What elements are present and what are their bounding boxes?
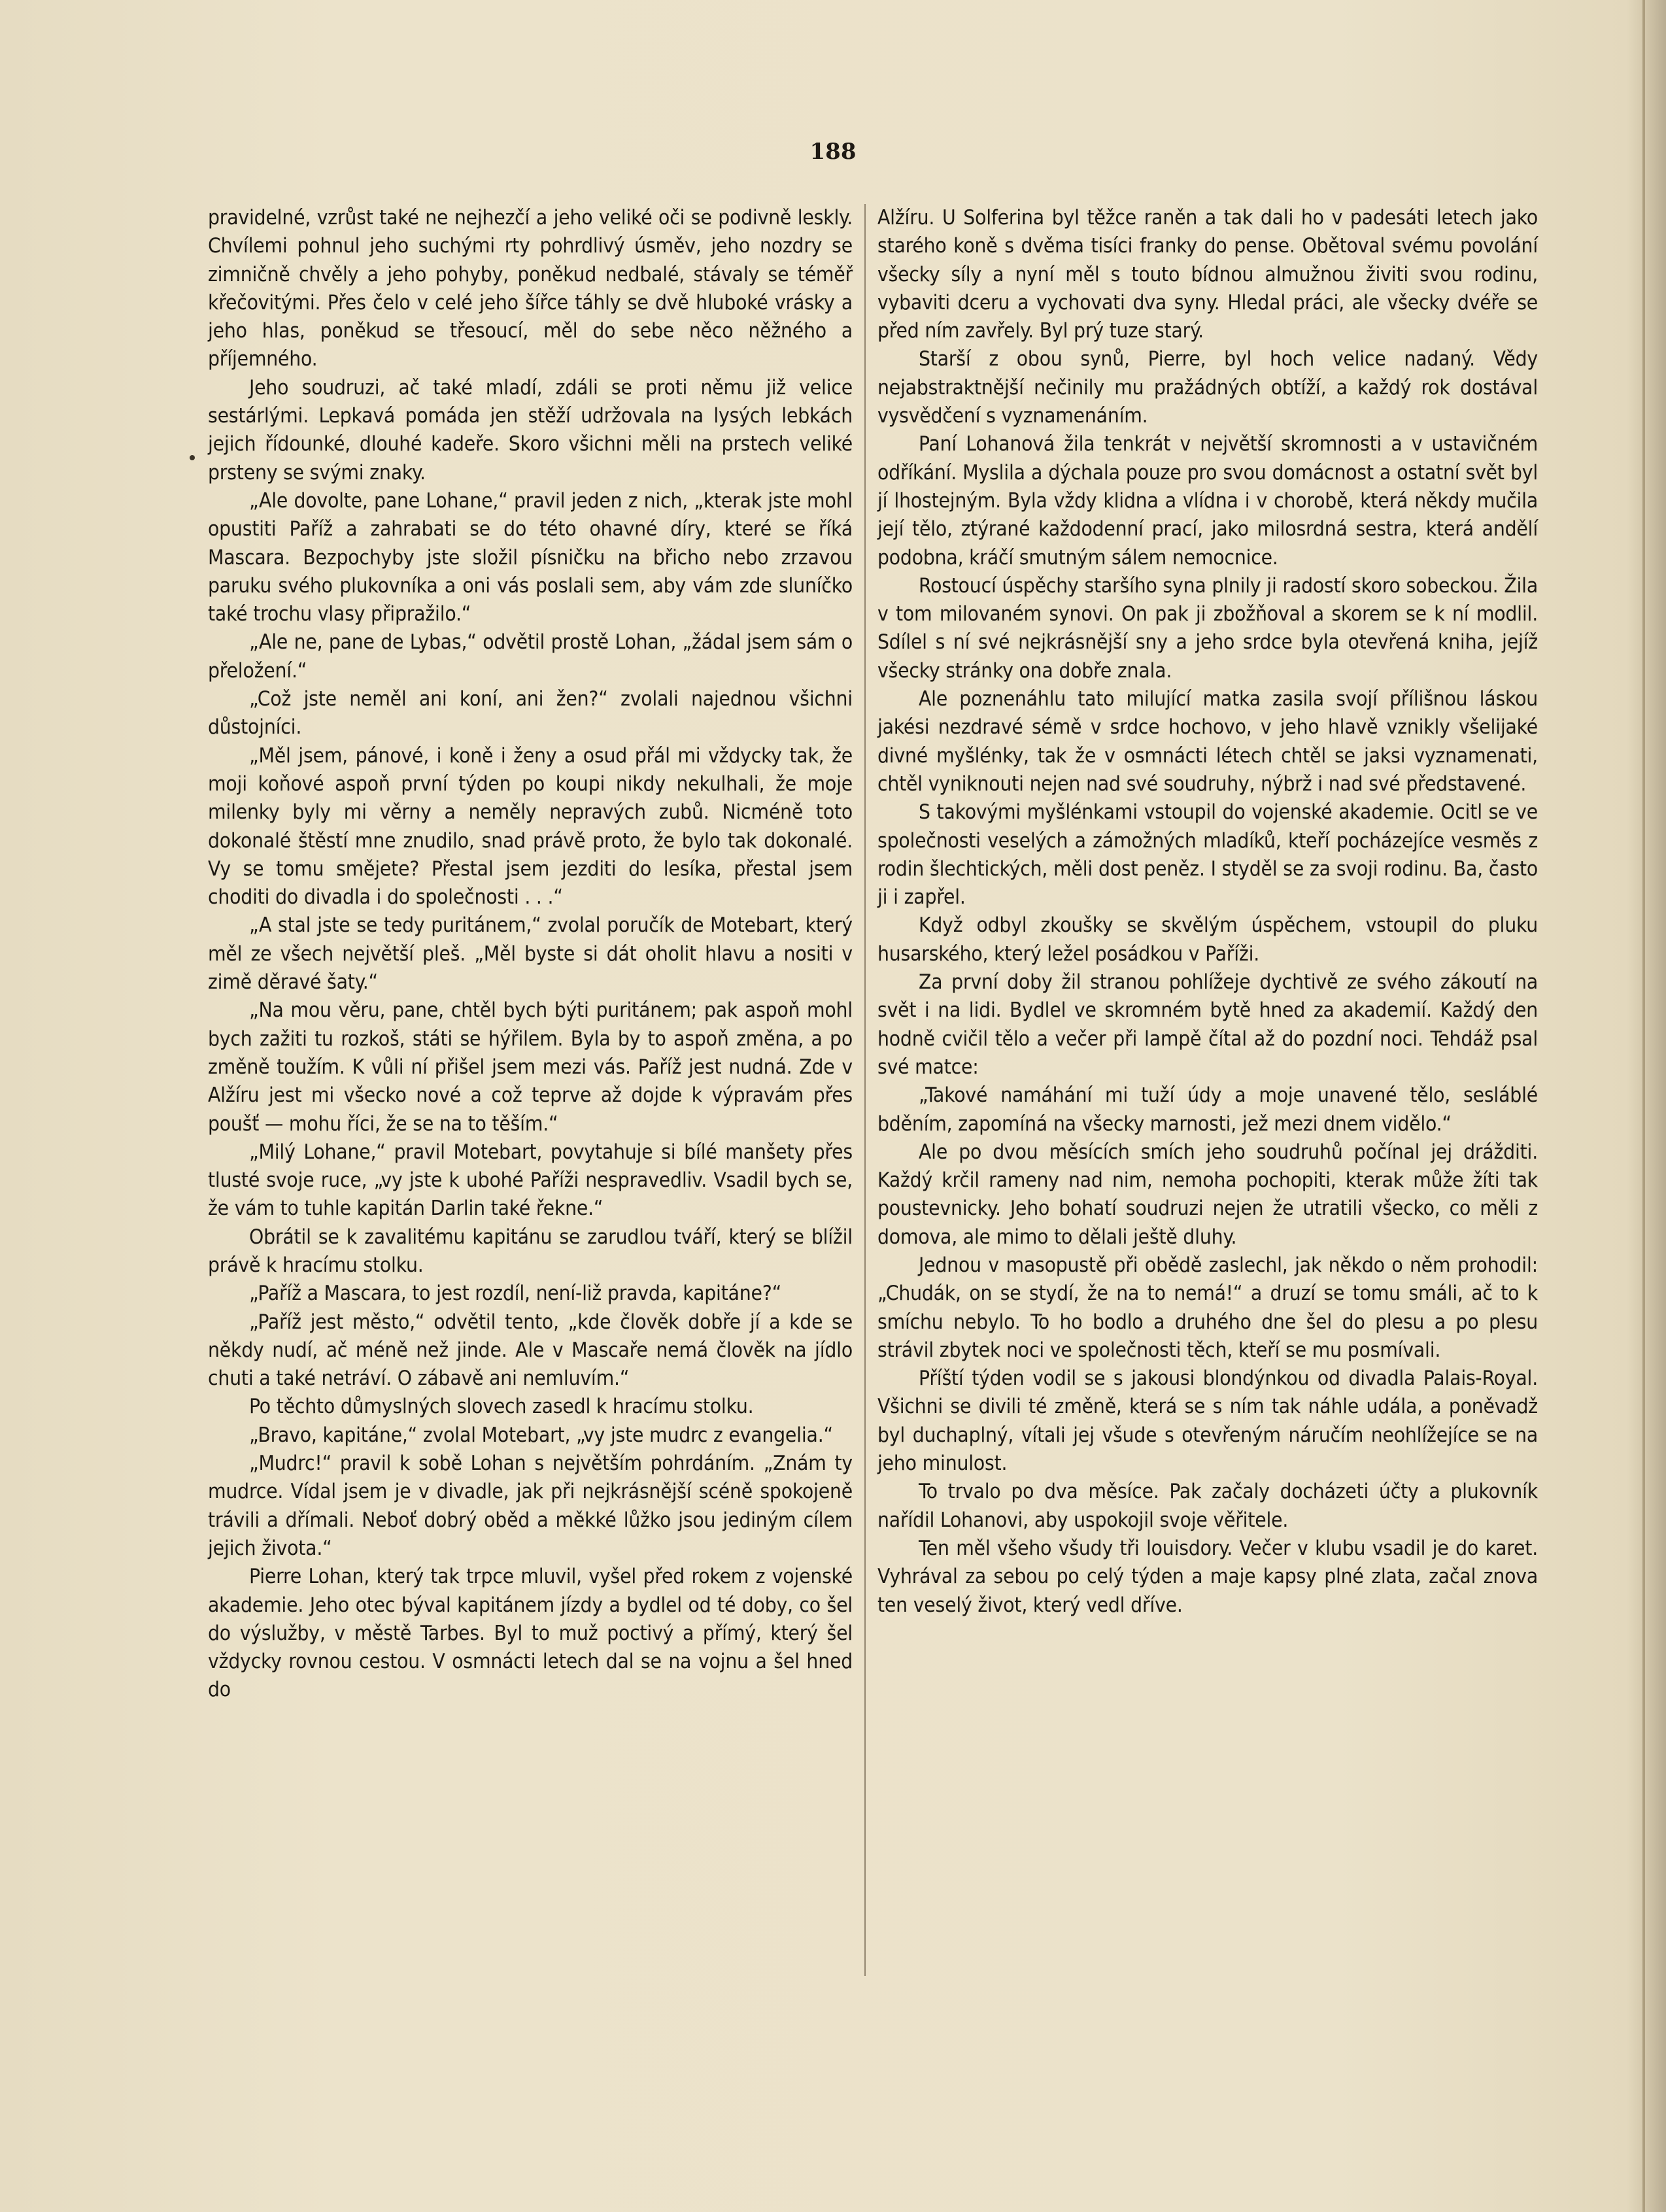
paragraph: „Paříž a Mascara, to jest rozdíl, není-liž pravda, kapitáne?“ [249, 1282, 782, 1306]
paragraph: „Ale ne, pane de Lybas,“ odvětil prostě Lohan, „žádal jsem sám o přeložení.“ [208, 630, 853, 683]
page-edge-line [1642, 0, 1645, 2212]
column-divider [864, 204, 866, 1976]
paragraph: „Mudrc!“ pravil k sobě Lohan s největším pohrdáním. „Znám ty mudrce. Vídal jsem je v divadle, jak při nejkrásnější scéně spokojeně trávili a dřímali. Neboť dobrý oběd a měkké lůžko jsou jediným cílem jejich života.“ [208, 1452, 853, 1560]
paragraph: Za první doby žil stranou pohlížeje dychtivě ze svého zákoutí na svět i na lidi. Bydlel ve skromném bytě hned za akademií. Každý den hodně cvičil tělo a večer při lampě čítal až do pozdní noci. Tehdáž psal své matce: [877, 970, 1538, 1079]
paragraph: Ale po dvou měsících smích jeho soudruhů počínal jej drážditi. Každý krčil rameny nad nim, nemoha pochopiti, kterak může žíti tak poustevnicky. Jeho bohatí soudruzi nejen že utratili všecko, co měli z domova, ale mimo to dělali ještě dluhy. [877, 1140, 1538, 1249]
paragraph: Ten měl všeho všudy tři louisdory. Večer v klubu vsadil je do karet. Vyhrával za sebou po celý týden a maje kapsy plné zlata, začal znova ten veselý život, který vedl dříve. [877, 1536, 1538, 1617]
paragraph: Obrátil se k zavalitému kapitánu se zarudlou tváří, který se blížil právě k hracímu stolku. [208, 1225, 853, 1277]
paragraph: „Paříž jest město,“ odvětil tento, „kde člověk dobře jí a kde se někdy nudí, ač méně než jinde. Ale v Mascaře nemá člověk na jídlo chuti a také netráví. O zábavě ani nemluvím.“ [208, 1310, 853, 1391]
paragraph: To trvalo po dva měsíce. Pak začaly docházeti účty a plukovník nařídil Lohanovi, aby uspokojil svoje věřitele. [877, 1480, 1538, 1532]
paragraph: „Ale dovolte, pane Lohane,“ pravil jeden z nich, „kterak jste mohl opustiti Paříž a zahrabati se do této ohavné díry, které se říká Mascara. Bezpochyby jste složil písničku na břicho nebo zrzavou paruku svého plukovníka a oni vás poslali sem, aby vám zde sluníčko také trochu vlasy připražilo.“ [208, 488, 853, 626]
paragraph: Pierre Lohan, který tak trpce mluvil, vyšel před rokem z vojenské akademie. Jeho otec býval kapitánem jízdy a bydlel od té doby, co šel do výslužby, v městě Tarbes. Byl to muž poctivý a přímý, který šel vždycky rovnou cestou. V osmnácti letech dal se na vojnu a šel hned do [208, 1565, 853, 1702]
paragraph: „Milý Lohane,“ pravil Motebart, povytahuje si bílé manšety přes tlusté svoje ruce, „vy jste k ubohé Paříži nespravedliv. Vsadil bych se, že vám to tuhle kapitán Darlin také řekne.“ [208, 1140, 853, 1221]
paragraph: Když odbyl zkoušky se skvělým úspěchem, vstoupil do pluku husarského, který ležel posádkou v Paříži. [877, 913, 1538, 966]
paragraph: Paní Lohanová žila tenkrát v největší skromnosti a v ustavičném odříkání. Myslila a dýchala pouze pro svou domácnost a ostatní svět byl jí lhostejným. Byla vždy klidna a vlídna i v chorobě, která někdy mučila její tělo, ztýrané každodenní prací, jako milosrdná sestra, která andělí podobna, kráčí smutným sálem nemocnice. [877, 432, 1538, 570]
paragraph: Ale poznenáhlu tato milující matka zasila svojí přílišnou láskou jakési nezdravé sémě v srdce hochovo, v jeho hlavě vznikly všelijaké divné myšlénky, tak že v osmnácti létech chtěl se jaksi vyznamenati, chtěl vyniknouti nejen nad své soudruhy, nýbrž i nad své představené. [877, 687, 1538, 796]
paragraph: „Bravo, kapitáne,“ zvolal Motebart, „vy jste mudrc z evangelia.“ [249, 1423, 833, 1447]
paragraph: Rostoucí úspěchy staršího syna plnily ji radostí skoro sobeckou. Žila v tom milovaném synovi. On pak ji zbožňoval a skorem se k ní modlil. Sdílel s ní své nejkrásnější sny a jeho srdce byla otevřená kniha, jejíž všecky stránky ona dobře znala. [877, 573, 1538, 683]
paragraph: Po těchto důmyslných slovech zasedl k hracímu stolku. [249, 1395, 754, 1419]
right-column [877, 204, 1538, 1620]
paragraph: pravidelné, vzrůst také ne nejhezčí a jeho veliké oči se podivně leskly. Chvílemi pohnul jeho suchými rty pohrdlivý úsměv, jeho nozdry se zimničně chvěly a jeho pohyby, poněkud nedbalé, stávaly se téměř křečovitými. Přes čelo v celé jeho šířce táhly se dvě hluboké vrásky a jeho hlas, poněkud se třesoucí, měl do sebe něco něžného a příjemného. [208, 206, 853, 371]
paragraph: Alžíru. U Solferina byl těžce raněn a tak dali ho v padesáti letech jako starého koně s dvěma tisíci franky do pense. Obětoval svému povolání všecky síly a nyní měl s touto bídnou almužnou živiti svou rodinu, vybaviti dceru a vychovati dva syny. Hledal práci, ale všecky dvéře se před ním zavřely. Byl prý tuze starý. [877, 206, 1538, 343]
paragraph: „Což jste neměl ani koní, ani žen?“ zvolali najednou všichni důstojníci. [208, 687, 853, 740]
page-edge-shadow [1627, 0, 1666, 2212]
paragraph: Jednou v masopustě při obědě zaslechl, jak někdo o něm prohodil: „Chudák, on se stydí, že na to nemá!“ a druzí se tomu smáli, ač to k smíchu nebylo. To ho bodlo a druhého dne šel do plesu a po plesu strávil zbytek noci ve společnosti těch, kteří se mu posmívali. [877, 1253, 1538, 1362]
paragraph: S takovými myšlénkami vstoupil do vojenské akademie. Ocitl se ve společnosti veselých a zámožných mladíků, kteří pocházejíce vesměs z rodin šlechtických, měli dost peněz. I styděl se za svoji rodinu. Ba, často ji i zapřel. [877, 800, 1538, 910]
paragraph: „A stal jste se tedy puritánem,“ zvolal poručík de Motebart, který měl ze všech největší pleš. „Měl byste si dát oholit hlavu a nositi v zimě děravé šaty.“ [208, 913, 853, 995]
paragraph: „Takové namáhání mi tuží údy a moje unavené tělo, sesláblé bděním, zapomíná na všecky marnosti, jež mezi dnem vidělo.“ [877, 1083, 1538, 1136]
paragraph: Starší z obou synů, Pierre, byl hoch velice nadaný. Vědy nejabstraktnější nečinily mu pražádných obtíží, a každý rok dostával vysvědčení s vyznamenáním. [877, 347, 1538, 428]
paragraph: „Měl jsem, pánové, i koně i ženy a osud přál mi vždycky tak, že moji koňové aspoň první týden po koupi nikdy nekulhali, že moje milenky byly mi věrny a neměly nepravých zubů. Nicméně toto dokonalé štěstí mne znudilo, snad právě proto, že bylo tak dokonalé. Vy se tomu smějete? Přestal jsem jezditi do lesíka, přestal jsem choditi do divadla i do společnosti . . .“ [208, 743, 853, 910]
paragraph: Jeho soudruzi, ač také mladí, zdáli se proti němu již velice sestárlými. Lepkavá pomáda jen stěží udržovala na lysých lebkách jejich řídounké, dlouhé kadeře. Skoro všichni měli na prstech veliké prsteny se svými znaky. [208, 375, 853, 485]
paragraph: Příští týden vodil se s jakousi blondýnkou od divadla Palais-Royal. Všichni se divili té změně, která se s ním tak náhle udála, a poněvadž byl duchaplný, vítali jej všude s otevřeným náručím neohlížejíce se na jeho minulost. [877, 1367, 1538, 1476]
margin-dot [190, 455, 195, 460]
page-number: 188 [809, 139, 857, 165]
paragraph: „Na mou věru, pane, chtěl bych býti puritánem; pak aspoň mohl bych zažiti tu rozkoš, státi se hýřilem. Byla by to aspoň změna, a po změně toužím. K vůli ní přišel jsem mezi vás. Paříž jest nudná. Zde v Alžíru jest mi všecko nové a což teprve až dojde k výpravám přes poušť — mohu říci, že se na to těším.“ [208, 998, 853, 1136]
left-column [208, 204, 853, 1705]
